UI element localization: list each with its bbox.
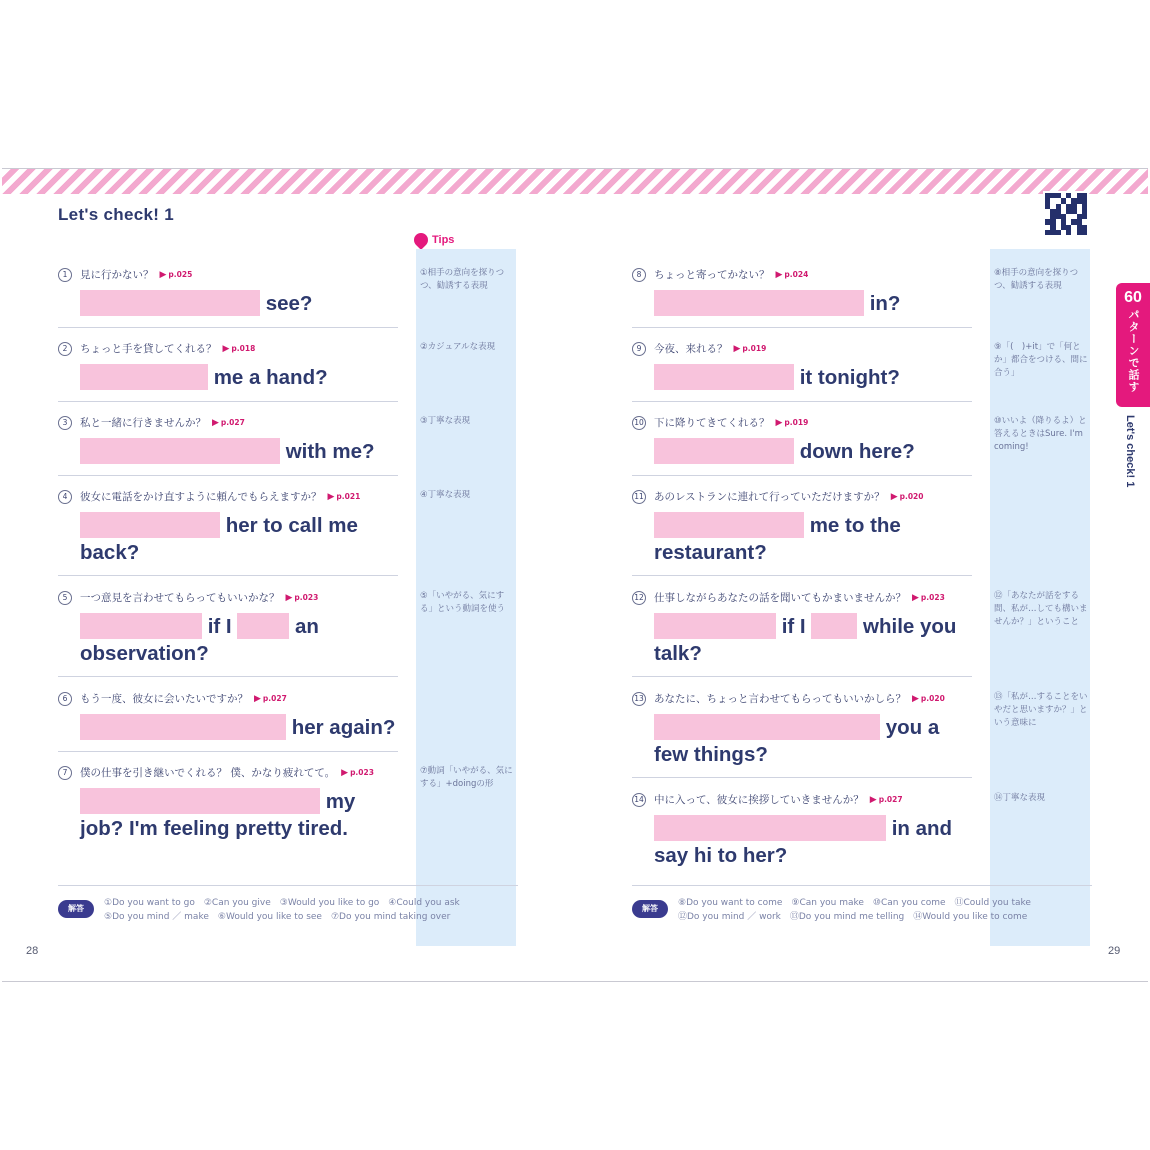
answer-blank[interactable] bbox=[80, 290, 260, 316]
question-number: 4 bbox=[58, 490, 72, 504]
english-text: down here? bbox=[799, 440, 915, 463]
question-8 bbox=[632, 267, 900, 317]
answer-blank[interactable] bbox=[80, 788, 320, 814]
page-ref: p.018 bbox=[231, 344, 256, 353]
japanese-prompt: 見に行かない？ bbox=[80, 269, 154, 281]
page-ref: p.020 bbox=[920, 694, 945, 703]
chapter-tab-text: パターンで話す bbox=[1127, 309, 1140, 393]
question-number: 2 bbox=[58, 342, 72, 356]
arrow-icon: ▶ bbox=[341, 767, 349, 778]
page-ref: p.019 bbox=[742, 344, 767, 353]
tips-marker bbox=[414, 233, 454, 247]
tip-14: ⑭丁寧な表現 bbox=[994, 793, 1046, 803]
qr-code[interactable] bbox=[1043, 191, 1089, 237]
question-number: 6 bbox=[58, 692, 72, 706]
english-text-line2: observation? bbox=[80, 642, 209, 665]
answer-badge-left: 解答 bbox=[58, 900, 94, 918]
question-11 bbox=[632, 489, 923, 566]
question-1 bbox=[58, 267, 312, 317]
question-number: 11 bbox=[632, 490, 646, 504]
question-5 bbox=[58, 590, 319, 667]
arrow-icon: ▶ bbox=[222, 343, 230, 354]
english-text: see? bbox=[265, 292, 313, 315]
arrow-icon: ▶ bbox=[775, 417, 783, 428]
answer-blank[interactable] bbox=[80, 364, 208, 390]
page-ref: p.023 bbox=[294, 593, 319, 602]
japanese-prompt: 私と一緒に行きませんか？ bbox=[80, 417, 206, 429]
answer-blank[interactable] bbox=[654, 438, 794, 464]
japanese-prompt: もう一度、彼女に会いたいですか？ bbox=[80, 693, 248, 705]
chapter-tab[interactable] bbox=[1116, 283, 1150, 407]
answer-blank[interactable] bbox=[654, 290, 864, 316]
english-text: her to call me bbox=[225, 514, 358, 537]
answer-blank[interactable] bbox=[80, 613, 202, 639]
question-14 bbox=[632, 792, 952, 869]
question-number: 12 bbox=[632, 591, 646, 605]
english-text: me to the bbox=[809, 514, 901, 537]
answers-right-line2: ⑫Do you mind ／ work ⑬Do you mind me telling ⑭Would you like to come bbox=[678, 912, 1028, 922]
answer-blank[interactable] bbox=[80, 512, 220, 538]
page-number-right: 29 bbox=[1108, 945, 1121, 957]
question-10 bbox=[632, 415, 915, 465]
english-text: if I bbox=[207, 615, 232, 638]
page-ref: p.021 bbox=[336, 492, 361, 501]
answers-left-line1: ①Do you want to go ②Can you give ③Would you like to go ④Could you ask bbox=[104, 898, 460, 908]
arrow-icon: ▶ bbox=[327, 491, 335, 502]
question-number: 9 bbox=[632, 342, 646, 356]
arrow-icon: ▶ bbox=[212, 417, 219, 428]
tip-7: ⑦動詞「いやがる、気にする」+doingの形 bbox=[420, 766, 513, 789]
japanese-prompt: 僕の仕事を引き継いでくれる？ 僕、かなり疲れてて。 bbox=[80, 767, 336, 779]
answer-blank[interactable] bbox=[654, 364, 794, 390]
question-number: 3 bbox=[58, 416, 72, 430]
tip-13: ⑬「私が…することをいやだと思いますか？」という意味に bbox=[994, 692, 1088, 728]
japanese-prompt: ちょっと寄ってかない？ bbox=[654, 269, 770, 281]
chapter-tab-number: 60 bbox=[1124, 289, 1142, 306]
english-text: with me? bbox=[285, 440, 375, 463]
japanese-prompt: 中に入って、彼女に挨拶していきませんか？ bbox=[654, 794, 864, 806]
page-title: Let's check! 1 bbox=[58, 205, 174, 224]
question-7 bbox=[58, 765, 374, 842]
divider bbox=[632, 575, 972, 576]
english-text-line2: job? I'm feeling pretty tired. bbox=[80, 817, 348, 840]
tip-5: ⑤「いやがる、気にする」という動詞を使う bbox=[420, 591, 506, 614]
english-text: you a bbox=[885, 716, 940, 739]
answer-blank[interactable] bbox=[80, 438, 280, 464]
question-3 bbox=[58, 415, 375, 465]
english-text: it tonight? bbox=[799, 366, 900, 389]
english-text-line2: say hi to her? bbox=[654, 844, 788, 867]
page-ref: p.027 bbox=[220, 418, 245, 427]
question-number: 14 bbox=[632, 793, 646, 807]
divider bbox=[58, 327, 398, 328]
question-2 bbox=[58, 341, 328, 391]
answer-divider-left bbox=[58, 885, 518, 886]
answer-blank[interactable] bbox=[654, 512, 804, 538]
tip-10: ⑩いいよ（降りるよ）と答えるときはSure. I'm coming! bbox=[994, 416, 1087, 452]
tip-1: ①相手の意向を探りつつ、勧誘する表現 bbox=[420, 268, 505, 291]
question-4 bbox=[58, 489, 360, 566]
page-ref: p.023 bbox=[920, 593, 945, 602]
answer-badge-right: 解答 bbox=[632, 900, 668, 918]
answer-divider-right bbox=[632, 885, 1092, 886]
divider bbox=[632, 327, 972, 328]
divider bbox=[58, 751, 398, 752]
page-ref: p.024 bbox=[784, 270, 809, 279]
tip-12: ⑫「あなたが話をする間、私が…しても構いませんか？」ということ bbox=[994, 591, 1088, 627]
english-text-line2: few things? bbox=[654, 743, 768, 766]
divider bbox=[58, 401, 398, 402]
english-text-line2: talk? bbox=[654, 642, 702, 665]
header-stripes bbox=[2, 169, 1148, 194]
page-ref: p.025 bbox=[168, 270, 193, 279]
question-number: 8 bbox=[632, 268, 646, 282]
tip-9: ⑨「( )+it」で「何とか」都合をつける、間に合う」 bbox=[994, 342, 1088, 378]
page-ref: p.019 bbox=[784, 418, 809, 427]
question-number: 10 bbox=[632, 416, 646, 430]
english-text-line2: restaurant? bbox=[654, 541, 767, 564]
arrow-icon: ▶ bbox=[254, 693, 261, 704]
arrow-icon: ▶ bbox=[912, 693, 919, 704]
divider bbox=[58, 575, 398, 576]
question-number: 1 bbox=[58, 268, 72, 282]
page-ref: p.023 bbox=[350, 768, 374, 777]
answer-blank-2[interactable] bbox=[811, 613, 857, 639]
page-ref: p.027 bbox=[262, 694, 287, 703]
pin-icon bbox=[411, 230, 431, 250]
tips-label: Tips bbox=[432, 234, 455, 246]
arrow-icon: ▶ bbox=[285, 592, 293, 603]
japanese-prompt: ちょっと手を貸してくれる？ bbox=[80, 343, 217, 355]
answer-blank[interactable] bbox=[654, 613, 776, 639]
question-number: 7 bbox=[58, 766, 72, 780]
question-13 bbox=[632, 691, 945, 768]
page-number-left: 28 bbox=[26, 945, 39, 957]
divider bbox=[632, 777, 972, 778]
question-6 bbox=[58, 691, 395, 741]
arrow-icon: ▶ bbox=[912, 592, 919, 603]
english-text-line2: back? bbox=[80, 541, 140, 564]
divider bbox=[58, 475, 398, 476]
arrow-icon: ▶ bbox=[159, 269, 167, 280]
side-section-title: Let's check! 1 bbox=[1124, 415, 1136, 488]
tip-3: ③丁寧な表現 bbox=[420, 416, 471, 426]
answer-blank-2[interactable] bbox=[237, 613, 289, 639]
divider bbox=[632, 475, 972, 476]
book-spread bbox=[2, 168, 1148, 982]
answers-left-line2: ⑤Do you mind ／ make ⑥Would you like to see ⑦Do you mind taking over bbox=[104, 912, 451, 922]
japanese-prompt: 仕事しながらあなたの話を聞いてもかまいませんか？ bbox=[654, 592, 906, 604]
answer-blank[interactable] bbox=[80, 714, 286, 740]
question-number: 13 bbox=[632, 692, 646, 706]
arrow-icon: ▶ bbox=[869, 794, 877, 805]
english-text: me a hand? bbox=[213, 366, 328, 389]
english-text: in? bbox=[869, 292, 901, 315]
tip-8: ⑧相手の意向を探りつつ、勧誘する表現 bbox=[994, 268, 1079, 291]
english-text: in and bbox=[891, 817, 953, 840]
question-9 bbox=[632, 341, 900, 391]
english-text-2: an bbox=[295, 615, 319, 638]
japanese-prompt: 彼女に電話をかけ直すように頼んでもらえますか？ bbox=[80, 491, 322, 503]
divider bbox=[58, 676, 398, 677]
japanese-prompt: 今夜、来れる？ bbox=[654, 343, 728, 355]
english-text-2: while you bbox=[863, 615, 957, 638]
divider bbox=[632, 676, 972, 677]
english-text: if I bbox=[781, 615, 806, 638]
question-number: 5 bbox=[58, 591, 72, 605]
answer-blank[interactable] bbox=[654, 714, 880, 740]
arrow-icon: ▶ bbox=[775, 269, 783, 280]
japanese-prompt: あなたに、ちょっと言わせてもらってもいいかしら？ bbox=[654, 693, 906, 705]
arrow-icon: ▶ bbox=[890, 491, 898, 502]
english-text: my bbox=[325, 790, 356, 813]
japanese-prompt: あのレストランに連れて行っていただけますか？ bbox=[654, 491, 885, 503]
page-ref: p.020 bbox=[899, 492, 924, 501]
japanese-prompt: 下に降りてきてくれる？ bbox=[654, 417, 770, 429]
japanese-prompt: 一つ意見を言わせてもらってもいいかな？ bbox=[80, 592, 280, 604]
english-text: her again? bbox=[291, 716, 396, 739]
answer-blank[interactable] bbox=[654, 815, 886, 841]
arrow-icon: ▶ bbox=[733, 343, 741, 354]
divider bbox=[632, 401, 972, 402]
answers-right-line1: ⑧Do you want to come ⑨Can you make ⑩Can you come ⑪Could you take bbox=[678, 898, 1031, 908]
tip-2: ②カジュアルな表現 bbox=[420, 342, 496, 352]
page-ref: p.027 bbox=[878, 795, 903, 804]
question-12 bbox=[632, 590, 956, 667]
tip-4: ④丁寧な表現 bbox=[420, 490, 471, 500]
